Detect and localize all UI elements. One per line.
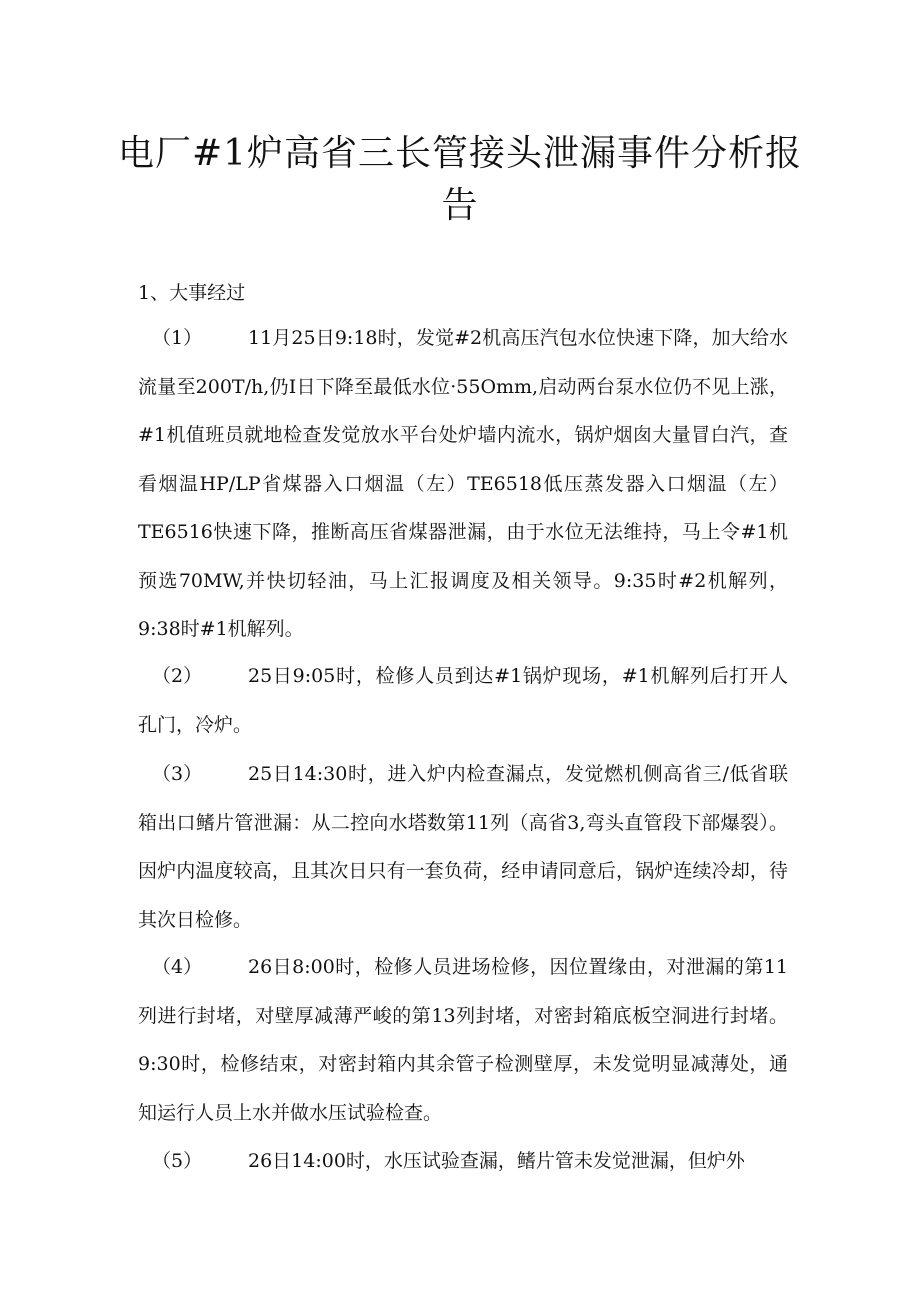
item-number: （5） bbox=[152, 1150, 203, 1172]
item-text: 26日8:00时，检修人员进场检修，因位置缘由，对泄漏的第11列进行封堵，对壁厚减薄严峻的第13列封堵，对密封箱底板空洞进行封堵。9:30时，检修结束，对密封箱内其余管子检测壁厚，未发觉明显减薄处，通知运行人员上水并做水压试验检查。 bbox=[138, 956, 788, 1124]
event-item bbox=[138, 943, 788, 1137]
event-item bbox=[138, 652, 788, 749]
item-text: 25日9:05时，检修人员到达#1锅炉现场，#1机解列后打开人孔门，冷炉。 bbox=[138, 665, 788, 736]
item-text: 26日14:00时，水压试验查漏，鳍片管未发觉泄漏，但炉外 bbox=[248, 1150, 745, 1172]
item-number: （2） bbox=[152, 665, 203, 687]
item-number: （4） bbox=[152, 956, 203, 978]
item-number: （3） bbox=[152, 763, 203, 785]
event-item bbox=[138, 1137, 788, 1186]
item-text: 11月25日9:18时，发觉#2机高压汽包水位快速下降，加大给水流量至200T/h,仍I日下降至最低水位·55Omm,启动两台泵水位仍不见上涨，#1机值班员就地检查发觉放水平台处炉墙内流水，锅炉烟囱大量冒白汽，查看烟温HP/LP省煤器入口烟温（左）TE6518低压蒸发器入口烟温（左）TE6516快速下降，推断高压省煤器泄漏，由于水位无法维持，马上令#1机预选70MW,并快切轻油，马上汇报调度及相关领导。9:35时#2机解列，9:38时#1机解列。 bbox=[138, 327, 788, 640]
document-title: 电厂#1炉高省三长管接头泄漏事件分析报告 bbox=[117, 133, 803, 226]
item-number: （1） bbox=[152, 327, 203, 349]
section-heading: 1、大事经过 bbox=[138, 282, 246, 304]
event-item bbox=[138, 750, 788, 944]
item-text: 25日14:30时，进入炉内检查漏点，发觉燃机侧高省三/低省联箱出口鳍片管泄漏：从二控向水塔数第11列（高省3,弯头直管段下部爆裂）。因炉内温度较高，且其次日只有一套负荷，经申请同意后，锅炉连续冷却，待其次日检修。 bbox=[138, 763, 788, 931]
event-item bbox=[138, 314, 788, 654]
